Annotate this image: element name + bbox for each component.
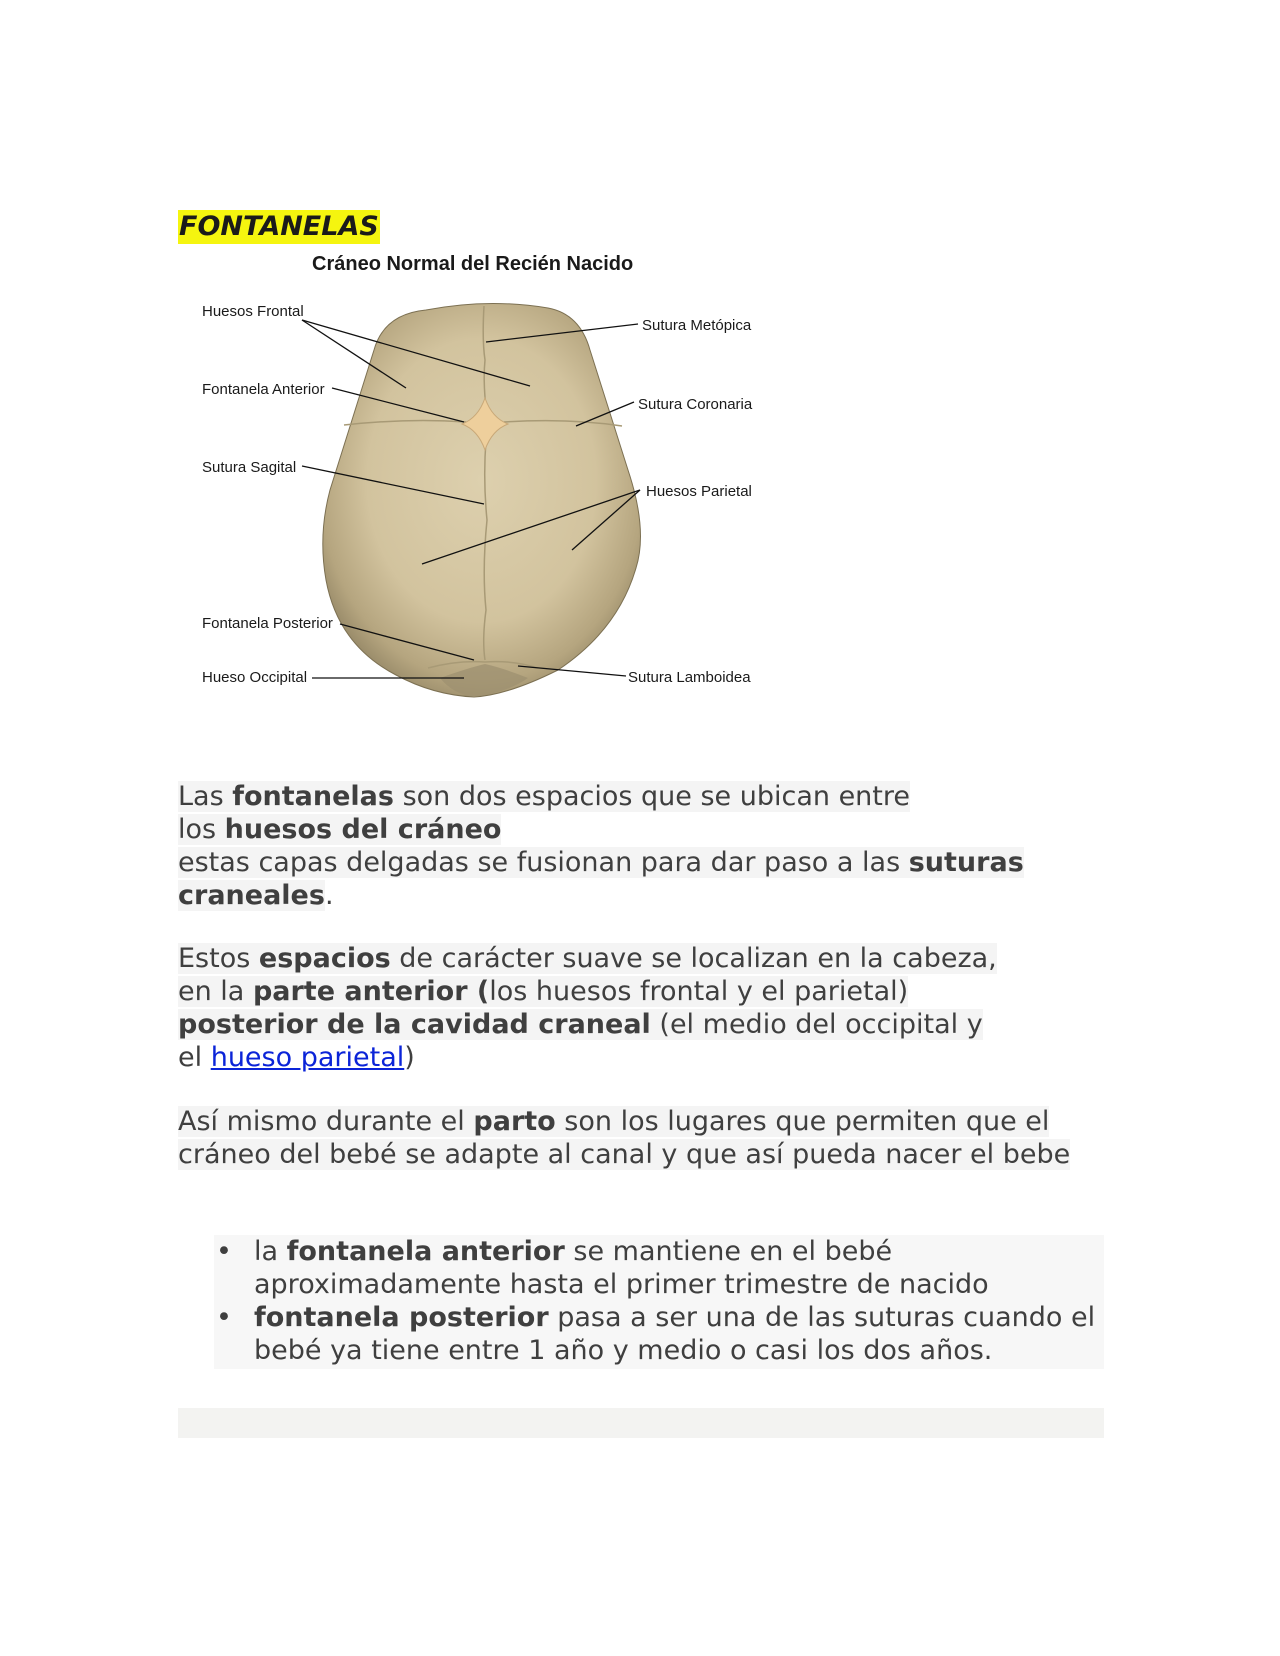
label-fontanela-posterior: Fontanela Posterior [202,615,333,632]
paragraph-parto: Así mismo durante el parto son los lugares que permiten que el cráneo del bebé se adapte al canal y que así pueda nacer el bebe [178,1106,1071,1170]
label-huesos-frontal: Huesos Frontal [202,303,304,320]
label-fontanela-anterior: Fontanela Anterior [202,381,325,398]
hueso-parietal-link[interactable]: hueso parietal [210,1042,405,1073]
bullet-icon: • [216,1236,232,1267]
skull-diagram-svg [178,250,838,740]
list-item: • la fontanela anterior se mantiene en el bebé aproximadamente hasta el primer trimestre de nacido [214,1235,1104,1301]
paragraph-fontanelas-intro: Las fontanelas son dos espacios que se ubican entre los huesos del cráneo estas capas delgadas se fusionan para dar paso a las suturas craneales. [178,781,1024,911]
skull-diagram [178,250,838,740]
label-hueso-occipital: Hueso Occipital [202,669,308,686]
label-sutura-coronaria: Sutura Coronaria [638,396,753,413]
fontanela-list [214,1235,1104,1367]
label-sutura-lamboidea: Sutura Lamboidea [628,669,751,686]
label-huesos-parietal: Huesos Parietal [646,483,752,500]
footer-band [178,1408,1104,1438]
label-sutura-sagital: Sutura Sagital [202,459,297,476]
label-sutura-metopica: Sutura Metópica [642,317,752,334]
list-item: • fontanela posterior pasa a ser una de las suturas cuando el bebé ya tiene entre 1 año y medio o casi los dos años. [214,1301,1104,1367]
page-title: FONTANELAS [179,211,379,242]
paragraph-espacios-location: Estos espacios de carácter suave se localizan en la cabeza, en la parte anterior (los huesos frontal y el parietal) posterior de la cavidad craneal (el medio del occipital y el hueso parietal) [178,943,997,1073]
figure-title: Cráneo Normal del Recién Nacido [312,253,634,275]
bullet-icon: • [216,1302,232,1333]
skull-shape [323,303,641,697]
